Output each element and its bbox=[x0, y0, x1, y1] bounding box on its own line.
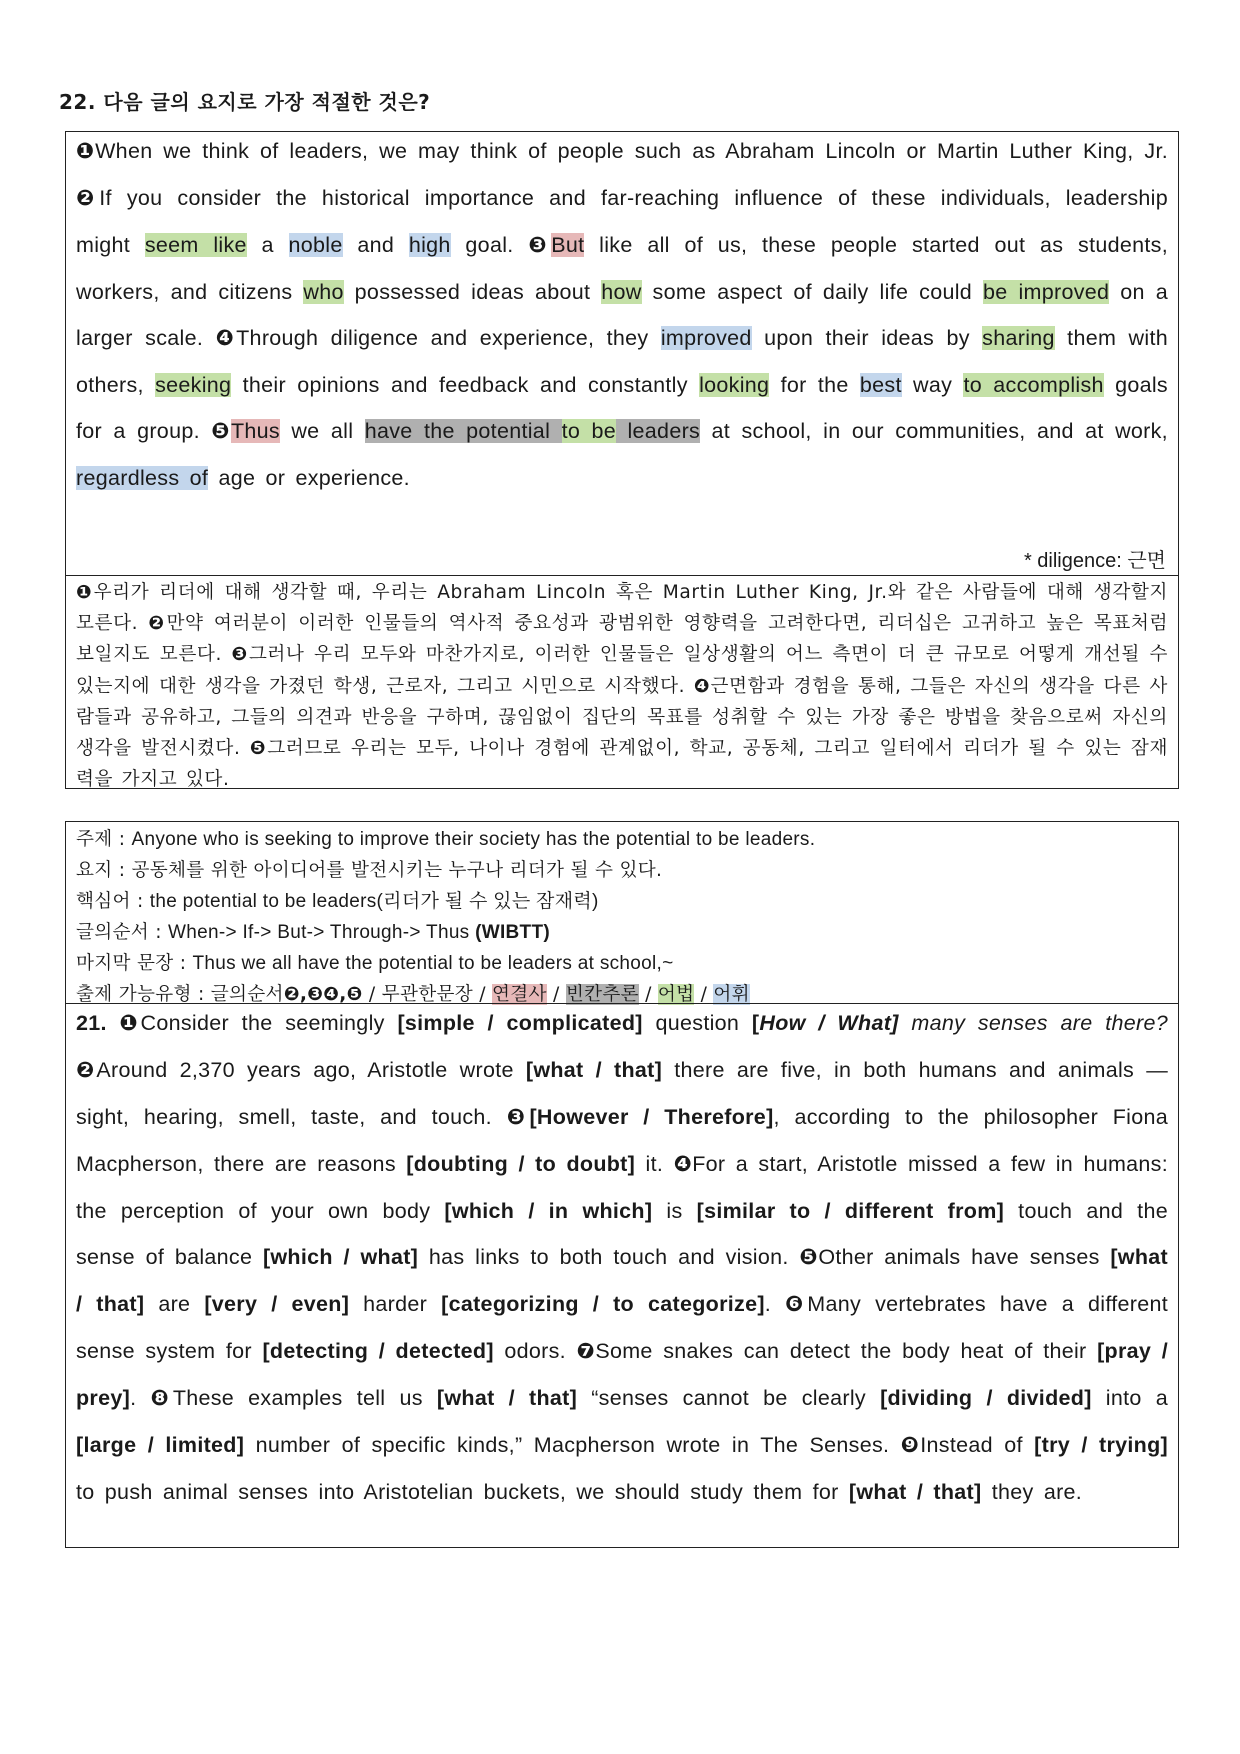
sentence-number-icon: ❺ bbox=[249, 738, 268, 760]
sentence-number-icon: ❶ bbox=[119, 1011, 141, 1036]
text-run: into a bbox=[1091, 1386, 1169, 1410]
text-run: number of specific kinds,” Macpherson wrote in The Senses. bbox=[244, 1433, 901, 1457]
highlighted-phrase: [what / that] bbox=[525, 1058, 663, 1082]
sentence-number-icon: ❽ bbox=[150, 1386, 173, 1411]
sentence-number-icon: ❶ bbox=[76, 139, 96, 164]
text-run: a bbox=[246, 233, 289, 257]
question-type-tag: 어법 bbox=[657, 984, 695, 1005]
text-run: at school, in our communities, and at work, bbox=[700, 419, 1168, 443]
sentence-number-icon: ❹ bbox=[673, 1152, 693, 1177]
highlighted-phrase: But bbox=[551, 233, 585, 257]
text-run: For a start, Aristotle missed a few in humans: the perception of your own body bbox=[76, 1152, 1168, 1223]
text-run: goals for a group. bbox=[76, 373, 1168, 443]
highlighted-phrase: to accomplish bbox=[963, 373, 1104, 397]
highlighted-phrase: [detecting / detected] bbox=[262, 1339, 494, 1363]
text-run: question bbox=[642, 1011, 752, 1035]
summary-gist bbox=[76, 855, 1168, 886]
footnote: * diligence: 근면 bbox=[1023, 550, 1166, 572]
highlighted-phrase: [large / limited] bbox=[76, 1433, 245, 1457]
text-run: 근면함과 경험을 통해, 그들은 자신의 생각을 다른 사람들과 공유하고, 그들의 의견과 반응을 구하며, 끊임없이 집단의 목표를 성취할 수 있는 가장 좋은 방법을 찾음으로써 자신의 생각을 발전시켰다. bbox=[76, 675, 1168, 760]
text-run: . bbox=[764, 1292, 786, 1316]
text-run: possessed ideas about bbox=[343, 280, 602, 304]
question-type-tag: 어휘 bbox=[713, 984, 750, 1005]
text-run: is bbox=[652, 1199, 697, 1223]
highlighted-phrase: best bbox=[859, 373, 902, 397]
text-run: 만약 여러분이 이러한 인물들의 역사적 중요성과 광범위한 영향력을 고려한다면, 리더십은 고귀하고 높은 목표처럼 보일지도 모른다. bbox=[76, 613, 1169, 666]
last-sentence-label: 마지막 문장 : bbox=[76, 953, 193, 974]
highlighted-phrase: who bbox=[303, 280, 344, 304]
text-run: there are five, in both humans and animals — sight, hearing, smell, taste, and touch. bbox=[76, 1058, 1168, 1129]
text-run: for the bbox=[769, 373, 860, 397]
separator: / bbox=[473, 984, 493, 1005]
highlighted-phrase: to be bbox=[561, 419, 617, 443]
sentence-number-icon: ❹ bbox=[215, 326, 237, 351]
sentence-number-icon: ❶ bbox=[76, 582, 94, 603]
sentence-number-icon: ❸ bbox=[506, 1105, 530, 1130]
highlighted-phrase: leaders bbox=[616, 419, 701, 443]
order-text: When-> If-> But-> Through-> Thus bbox=[168, 922, 476, 943]
question-21-box bbox=[65, 1003, 1179, 1548]
text-run: If you consider the historical importance and far-reaching influence of these individuals, leadership might bbox=[76, 186, 1168, 257]
text-run: , according to the philosopher Fiona Macpherson, there are reasons bbox=[76, 1105, 1168, 1176]
text-run: odors. bbox=[493, 1339, 577, 1363]
text-run: like all of us, these people started out as students, workers, and citizens bbox=[76, 233, 1168, 304]
separator: / bbox=[362, 984, 382, 1005]
text-run: Through diligence and experience, they bbox=[236, 326, 661, 350]
highlighted-phrase: [dividing / divided] bbox=[880, 1386, 1092, 1410]
highlighted-phrase: [However / Therefore] bbox=[529, 1105, 774, 1129]
highlighted-phrase: [similar to / different from] bbox=[696, 1199, 1005, 1223]
topic-text: Anyone who is seeking to improve their society has the potential to be leaders. bbox=[131, 829, 816, 850]
text-run: touch and the sense of balance bbox=[76, 1199, 1168, 1269]
highlighted-phrase: [simple / complicated] bbox=[397, 1011, 643, 1035]
text-run: to push animal senses into Aristotelian buckets, we should study them for bbox=[76, 1480, 849, 1504]
highlighted-phrase: many senses are there? bbox=[898, 1011, 1168, 1035]
text-run: are bbox=[144, 1292, 205, 1316]
text-run: Consider the seemingly bbox=[140, 1011, 398, 1035]
text-run: . bbox=[130, 1386, 151, 1410]
text-run: they are. bbox=[981, 1480, 1083, 1504]
order-label: 글의순서 : bbox=[76, 922, 169, 943]
question-type-tag: 연결사 bbox=[492, 984, 547, 1005]
highlighted-phrase: improved bbox=[660, 326, 752, 350]
highlighted-phrase: [try / trying] bbox=[1034, 1433, 1169, 1457]
question-21-text bbox=[76, 1000, 1168, 1515]
text-run: goal. bbox=[450, 233, 529, 257]
text-run: them with others, bbox=[76, 326, 1168, 397]
highlighted-phrase: [very / even] bbox=[204, 1292, 350, 1316]
sentence-number-icon: ❷ bbox=[76, 186, 100, 211]
text-run: Around 2,370 years ago, Aristotle wrote bbox=[96, 1058, 526, 1082]
highlighted-phrase: be improved bbox=[983, 280, 1110, 304]
text-run: Some snakes can detect the body heat of their bbox=[595, 1339, 1098, 1363]
highlighted-phrase: have the potential bbox=[364, 419, 562, 443]
highlighted-phrase: [which / in which] bbox=[444, 1199, 653, 1223]
separator: / bbox=[694, 984, 714, 1005]
highlighted-phrase: [what / that] bbox=[848, 1480, 982, 1504]
sentence-number-icon: ❼ bbox=[576, 1339, 596, 1364]
text-run: some aspect of daily life could bbox=[641, 280, 984, 304]
summary-order bbox=[76, 917, 1168, 948]
text-run: 그러므로 우리는 모두, 나이나 경험에 관계없이, 학교, 공동체, 그리고 일터에서 리더가 될 수 있는 잠재력을 가지고 있다. bbox=[76, 738, 1169, 791]
highlighted-phrase: seem like bbox=[144, 233, 247, 257]
highlighted-phrase: seeking bbox=[155, 373, 232, 397]
highlighted-phrase: noble bbox=[288, 233, 343, 257]
sentence-number-icon: ❷ bbox=[148, 613, 167, 635]
last-sentence-text: Thus we all have the potential to be leaders at school,~ bbox=[192, 953, 674, 974]
text-run: harder bbox=[349, 1292, 442, 1316]
highlighted-phrase: looking bbox=[699, 373, 770, 397]
sentence-number-icon: ❹ bbox=[693, 675, 711, 697]
sentence-number-icon: ❾ bbox=[900, 1433, 921, 1458]
text-run: way bbox=[901, 373, 964, 397]
highlighted-phrase: [ bbox=[751, 1011, 760, 1035]
sentence-number-icon: ❻ bbox=[785, 1292, 808, 1317]
summary-last-sentence bbox=[76, 948, 1168, 979]
summary-topic bbox=[76, 824, 1168, 855]
text-run: their opinions and feedback and constantly bbox=[231, 373, 700, 397]
highlighted-phrase: [what / that] bbox=[76, 1245, 1168, 1316]
text-run: we all bbox=[279, 419, 365, 443]
highlighted-phrase: [doubting / to doubt] bbox=[406, 1152, 636, 1176]
passage-box bbox=[65, 131, 1179, 576]
sentence-number-icon: ❺ bbox=[211, 419, 231, 444]
gist-text: 공동체를 위한 아이디어를 발전시키는 누구나 리더가 될 수 있다. bbox=[131, 860, 663, 881]
types-order-numbers: ❷,❸❹,❺ bbox=[283, 984, 363, 1005]
highlighted-phrase: [categorizing / to categorize] bbox=[441, 1292, 765, 1316]
highlighted-phrase: regardless of bbox=[76, 466, 209, 490]
order-code: (WIBTT) bbox=[475, 922, 550, 943]
translation-box bbox=[65, 575, 1179, 789]
text-run: age or experience. bbox=[208, 466, 410, 490]
gist-label: 요지 : bbox=[76, 860, 132, 881]
text-run: These examples tell us bbox=[172, 1386, 437, 1410]
sentence-number-icon: ❷ bbox=[76, 1058, 97, 1083]
sentence-number-icon: ❸ bbox=[528, 233, 552, 258]
text-run: Many vertebrates have a different sense system for bbox=[76, 1292, 1168, 1363]
text-run: on a larger scale. bbox=[76, 280, 1168, 350]
text-run: 우리가 리더에 대해 생각할 때, 우리는 Abraham Lincoln 혹은 Martin Luther King, Jr.와 같은 사람들에 대해 생각할지 모른다. bbox=[76, 582, 1169, 635]
highlighted-phrase: How / What] bbox=[759, 1011, 899, 1035]
highlighted-phrase: sharing bbox=[982, 326, 1055, 350]
sentence-number-icon: ❸ bbox=[231, 644, 249, 666]
highlighted-phrase: Thus bbox=[230, 419, 280, 443]
types-order: 글의순서 bbox=[210, 984, 284, 1005]
separator: / bbox=[638, 984, 658, 1005]
translation-text bbox=[76, 577, 1168, 795]
highlighted-phrase: 21. bbox=[76, 1011, 120, 1035]
highlighted-phrase: [pray / prey] bbox=[76, 1339, 1168, 1410]
highlighted-phrase: [what / that] bbox=[436, 1386, 578, 1410]
question-type-tag: 빈칸추론 bbox=[565, 984, 639, 1005]
summary-box bbox=[65, 821, 1179, 1004]
text-run: and bbox=[342, 233, 409, 257]
highlighted-phrase: high bbox=[408, 233, 451, 257]
keyword-text: the potential to be leaders(리더가 될 수 있는 잠재력) bbox=[149, 891, 599, 912]
highlighted-phrase: how bbox=[601, 280, 642, 304]
summary-keyword bbox=[76, 886, 1168, 917]
text-run: has links to both touch and vision. bbox=[418, 1245, 800, 1269]
highlighted-phrase: [which / what] bbox=[262, 1245, 419, 1269]
text-run: Instead of bbox=[920, 1433, 1035, 1457]
sentence-number-icon: ❺ bbox=[799, 1245, 819, 1270]
passage-text bbox=[76, 128, 1168, 501]
keyword-label: 핵심어 : bbox=[76, 891, 150, 912]
types-label: 출제 가능유형 : bbox=[76, 984, 211, 1005]
text-run: 그러나 우리 모두와 마찬가지로, 이러한 인물들은 일상생활의 어느 측면이 더 큰 규모로 어떻게 개선될 수 있는지에 대한 생각을 가졌던 학생, 근로자, 그리고 시민으로 시작했다. bbox=[76, 644, 1169, 697]
text-run: Other animals have senses bbox=[818, 1245, 1111, 1269]
text-run: it. bbox=[635, 1152, 674, 1176]
text-run: When we think of leaders, we may think of people such as Abraham Lincoln or Martin Luther King, Jr. bbox=[95, 139, 1168, 163]
question-type-tag: 무관한문장 bbox=[381, 984, 474, 1005]
topic-label: 주제 : bbox=[76, 829, 132, 850]
separator: / bbox=[546, 984, 566, 1005]
question-22-title: 22. 다음 글의 요지로 가장 적절한 것은? bbox=[59, 90, 431, 114]
text-run: upon their ideas by bbox=[751, 326, 983, 350]
text-run: “senses cannot be clearly bbox=[577, 1386, 881, 1410]
